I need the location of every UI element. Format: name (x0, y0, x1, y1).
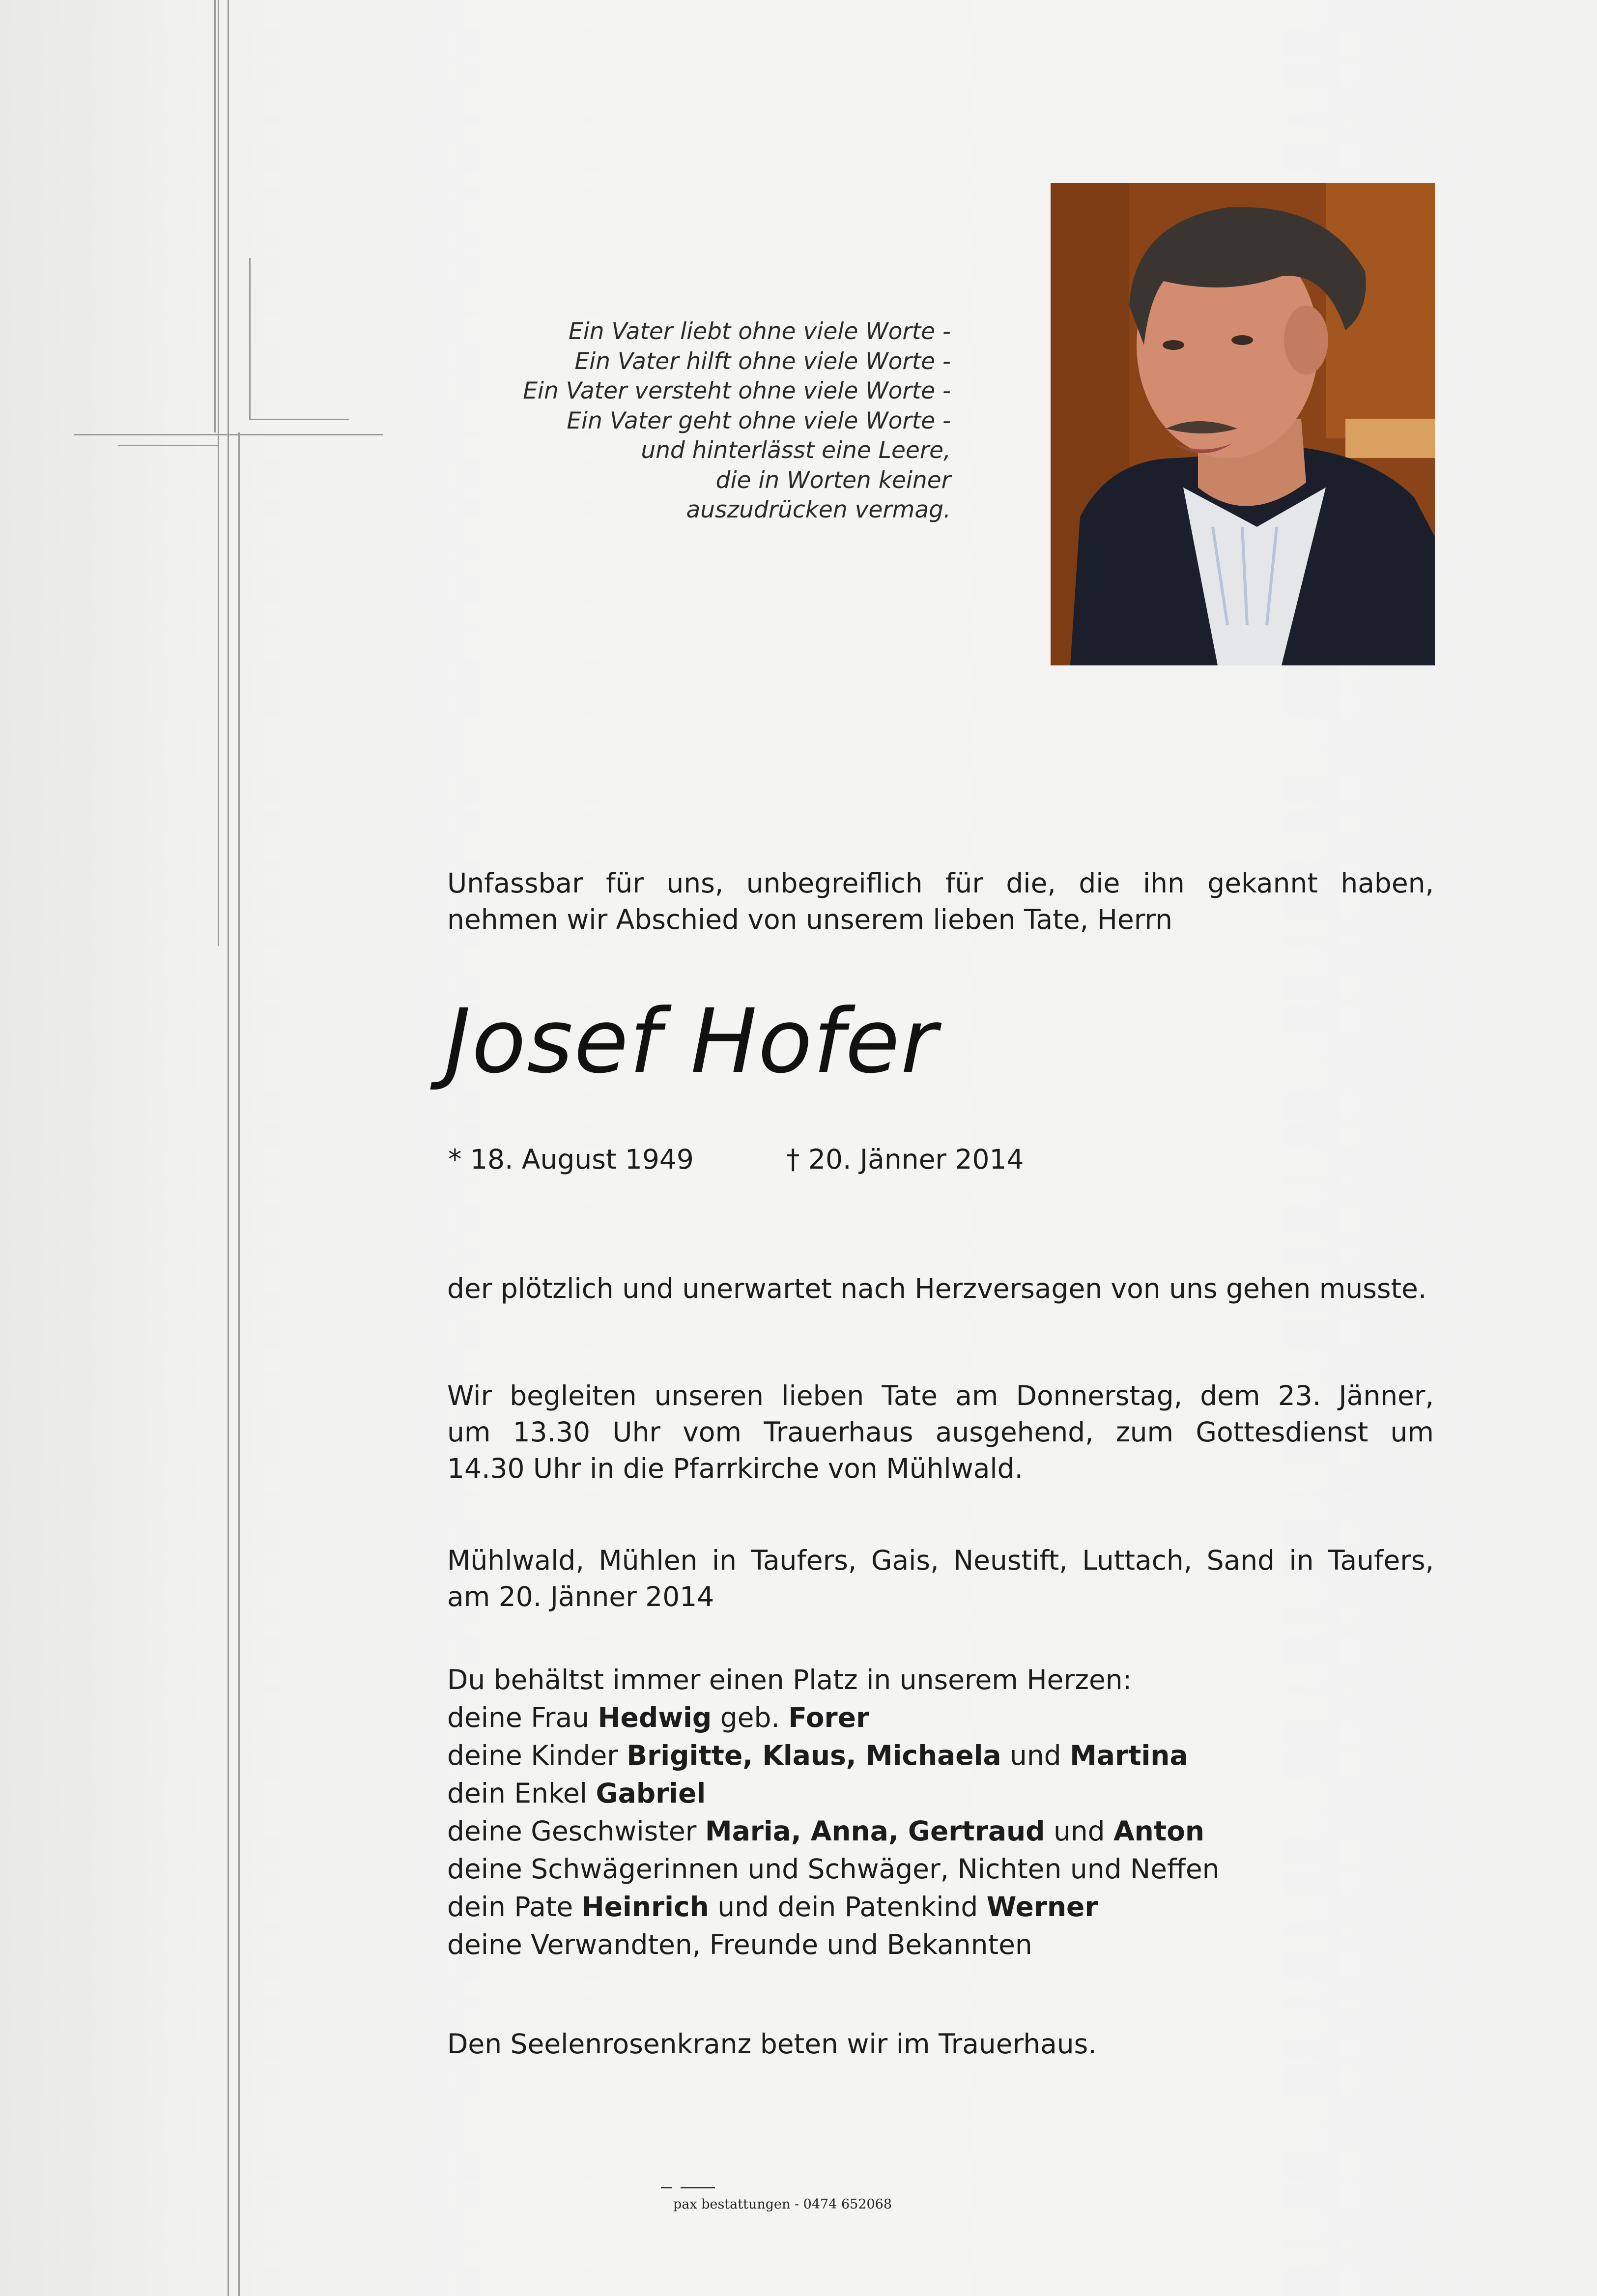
place-line-2: am 20. Jänner 2014 (447, 1581, 714, 1612)
family-children: deine Kinder Brigitte, Klaus, Michaela und Martina (447, 1740, 1188, 1771)
footer-logo-marks (661, 2187, 720, 2190)
poem-line: Ein Vater hilft ohne viele Worte - (574, 347, 951, 375)
family-list (447, 1661, 1220, 1964)
poem (432, 317, 951, 525)
family-relatives: deine Verwandten, Freunde und Bekannten (447, 1929, 1032, 1960)
family-wife: deine Frau Hedwig geb. Forer (447, 1702, 870, 1733)
intro-line-1: Unfassbar für uns, unbegreiflich für die, die ihn gekannt haben, (447, 867, 1434, 899)
poem-line: Ein Vater geht ohne viele Worte - (567, 407, 951, 434)
funeral-line-3: 14.30 Uhr in die Pfarrkirche von Mühlwald. (447, 1453, 1024, 1484)
family-grandchild: dein Enkel Gabriel (447, 1778, 706, 1809)
family-heading: Du behältst immer einen Platz in unserem Herzen: (447, 1664, 1132, 1695)
funeral-line-1: Wir begleiten unseren lieben Tate am Donnerstag, dem 23. Jänner, (447, 1380, 1434, 1411)
birth-date: * 18. August 1949 (448, 1144, 694, 1175)
funeral-line-2: um 13.30 Uhr vom Trauerhaus ausgehend, zum Gottesdienst um (447, 1416, 1434, 1448)
family-inlaws: deine Schwägerinnen und Schwäger, Nichten und Neffen (447, 1853, 1220, 1885)
poem-line: und hinterlässt eine Leere, (641, 437, 951, 464)
poem-line: auszudrücken vermag. (686, 496, 951, 523)
cause-text: der plötzlich und unerwartet nach Herzversagen von uns gehen musste. (447, 1273, 1427, 1304)
deceased-name: Josef Hofer (445, 990, 938, 1093)
intro-line-2: nehmen wir Abschied von unserem lieben Tate, Herrn (447, 904, 1172, 935)
poem-line: Ein Vater liebt ohne viele Worte - (569, 318, 951, 345)
poem-line: die in Worten keiner (715, 466, 951, 494)
death-date: † 20. Jänner 2014 (786, 1144, 1024, 1175)
rosary-text: Den Seelenrosenkranz beten wir im Trauerhaus. (447, 2028, 1097, 2060)
poem-line: Ein Vater versteht ohne viele Worte - (523, 377, 951, 404)
footer-undertaker: pax bestattungen - 0474 652068 (673, 2197, 892, 2212)
family-godparents: dein Pate Heinrich und dein Patenkind Werner (447, 1891, 1098, 1923)
place-line-1: Mühlwald, Mühlen in Taufers, Gais, Neustift, Luttach, Sand in Taufers, (447, 1545, 1434, 1576)
family-siblings: deine Geschwister Maria, Anna, Gertraud und Anton (447, 1815, 1205, 1847)
portrait-photo (1051, 183, 1435, 665)
